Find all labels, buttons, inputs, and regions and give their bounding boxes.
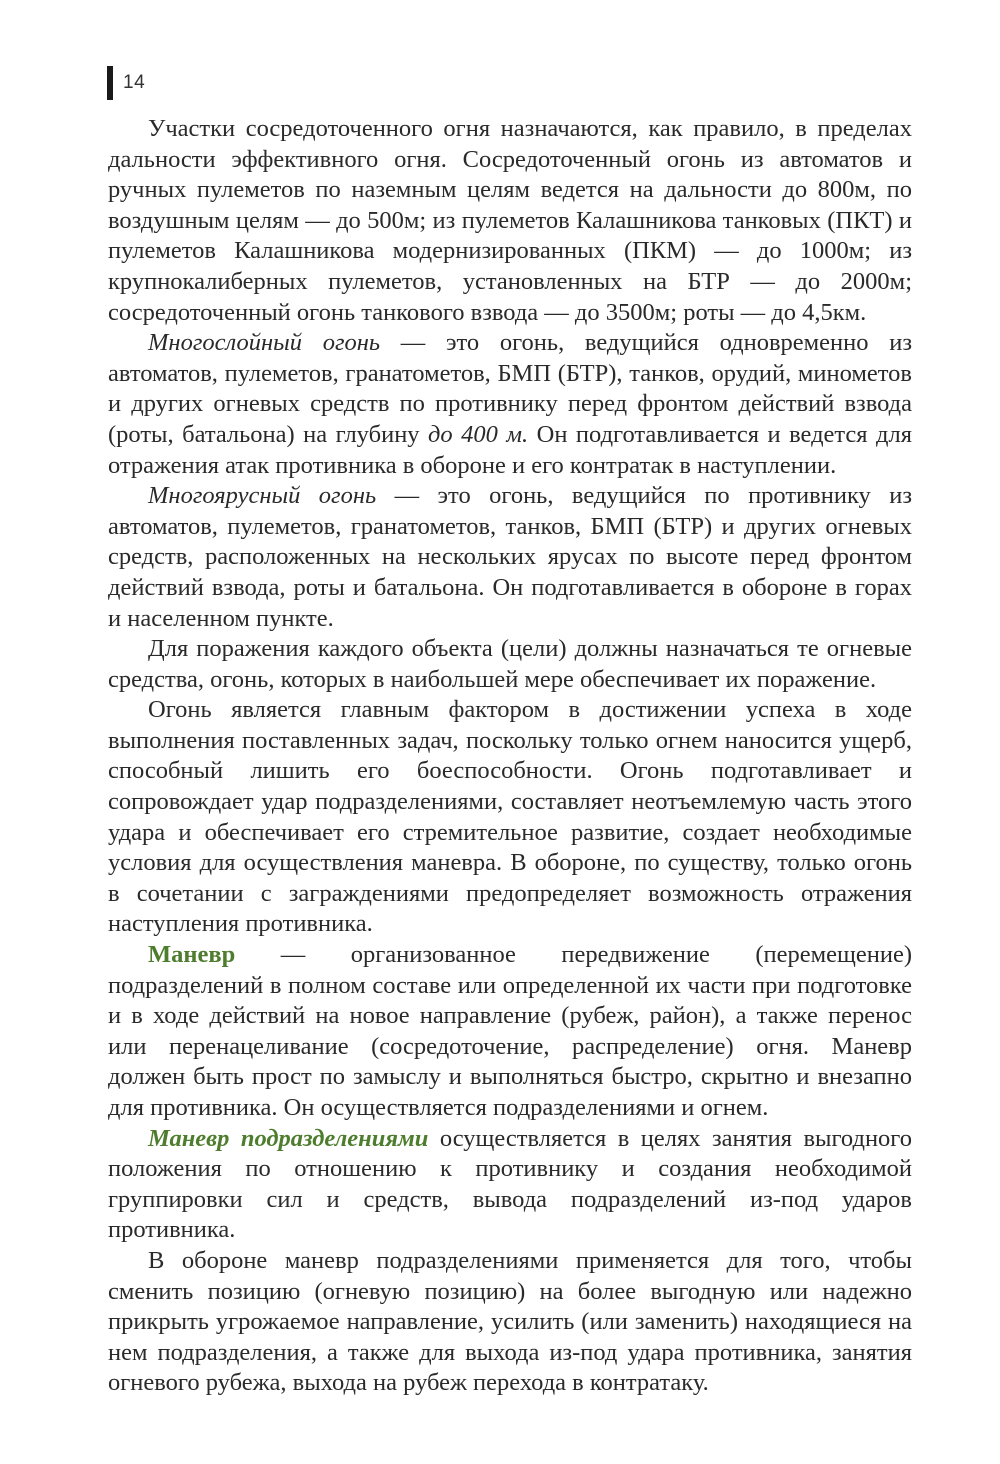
paragraph-text: — организованное передвижение (перемещение) подразделений в полном составе или определенной их части при подготовке и в ходе действий на новое направление (рубеж, район), а также перенос или перенацеливание (сосредоточение, распределение) огня. Маневр должен быть прост по замыслу и выполняться быстро, скрытно и внезапно для противника. Он осуществляется подразделениями и огнем.	[108, 941, 912, 1121]
paragraph-text: Участки сосредоточенного огня назначаются, как правило, в пределах дальности эффективного огня. Сосредоточенный огонь из автоматов и ручных пулеметов по наземным целям ведется на дальности до 800м, по воздушным целям — до 500м; из пулеметов Калашникова танковых (ПКТ) и пулеметов Калашникова модернизированных (ПКМ) — до 1000м; из крупнокалиберных пулеметов, установленных на БТР — до 2000м; сосредоточенный огонь танкового взвода — до 3500м; роты — до 4,5км.	[108, 115, 912, 326]
term-maneuver: Маневр	[148, 941, 236, 969]
paragraph-maneuver-in-defense	[108, 1246, 912, 1399]
paragraph-text: Он подготавливается и ведется для отражения атак противника в обороне и его контратак в наступлении.	[108, 420, 912, 479]
term-multitier-fire: Многоярусный огонь	[148, 482, 377, 510]
header-marker-bar	[107, 66, 113, 100]
page-header	[107, 66, 145, 100]
paragraph-text: Огонь является главным фактором в достижении успеха в ходе выполнения поставленных задач, поскольку только огнем наносится ущерб, способный лишить его боеспособности. Огонь подготавливает и сопровождает удар подразделениями, составляет неотъемлемую часть этого удара и обеспечивает его стремительное развитие, создает необходимые условия для осуществления маневра. В обороне, по существу, только огонь в сочетании с заграждениями предопределяет возможность отражения наступления противника.	[108, 696, 912, 938]
term-multilayer-fire: Многослойный огонь	[148, 329, 381, 357]
paragraph-maneuver-definition	[108, 940, 912, 1124]
paragraph-multilayer-fire	[108, 328, 912, 481]
text-body	[108, 114, 912, 1399]
paragraph-text: Для поражения каждого объекта (цели) должны назначаться те огневые средства, огонь, которых в наибольшей мере обеспечивает их поражение.	[108, 635, 912, 693]
emphasis-depth: до 400 м.	[428, 420, 529, 448]
paragraph-text: В обороне маневр подразделениями применяется для того, чтобы сменить позицию (огневую позицию) на более выгодную или надежно прикрыть угрожаемое направление, усилить (или заменить) находящиеся на нем подразделения, а также для выхода из-под удара противника, занятия огневого рубежа, выхода на рубеж перехода в контратаку.	[108, 1246, 912, 1397]
paragraph-text: осуществляется в целях занятия выгодного положения по отношению к противнику и создания необходимой группировки сил и средств, вывода подразделений из-под ударов противника.	[108, 1124, 912, 1244]
term-maneuver-by-units: Маневр подразделениями	[148, 1124, 429, 1152]
paragraph-text: — это огонь, ведущийся по противнику из автоматов, пулеметов, гранатометов, танков, БМП (БТР) и других огневых средств, расположенных на нескольких ярусах по высоте перед фронтом действий взвода, роты и батальона. Он подготавливается в обороне в горах и населенном пункте.	[108, 482, 912, 632]
paragraph-fire-concentration-ranges	[108, 114, 912, 328]
page-number: 14	[123, 72, 146, 93]
paragraph-target-assignment	[108, 634, 912, 695]
paragraph-fire-role	[108, 695, 912, 940]
paragraph-multitier-fire	[108, 481, 912, 634]
paragraph-text: — это огонь, ведущийся одновременно из автоматов, пулеметов, гранатометов, БМП (БТР), танков, орудий, минометов и других огневых средств по противнику перед фронтом действий взвода (роты, батальона) на глубину	[108, 329, 912, 448]
paragraph-maneuver-by-units	[108, 1124, 912, 1246]
